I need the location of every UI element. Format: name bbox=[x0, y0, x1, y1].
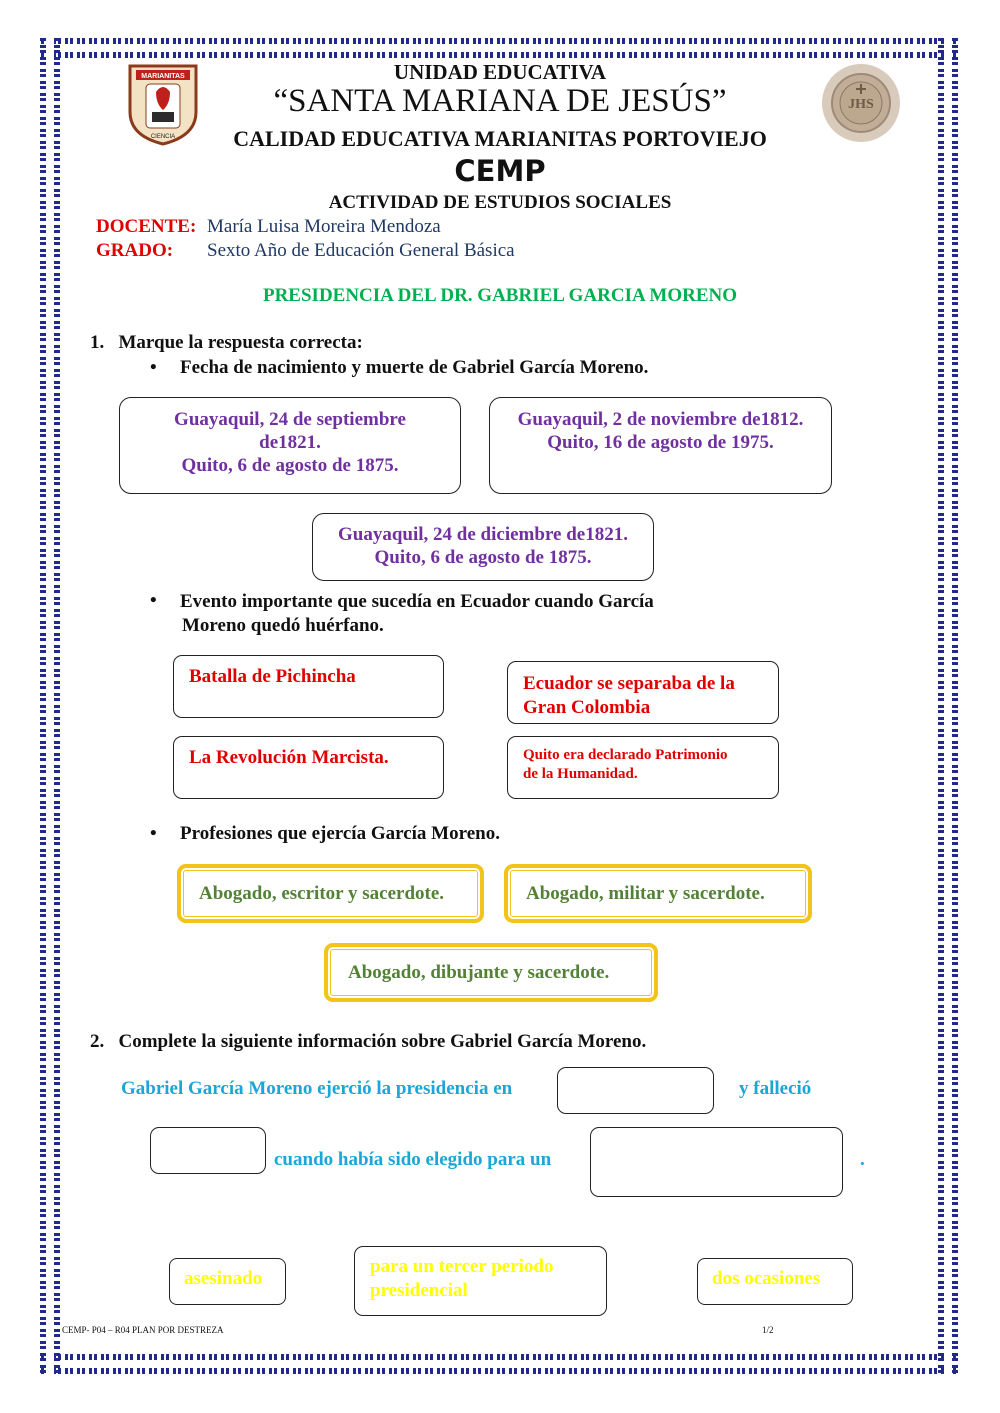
border-left bbox=[40, 38, 60, 1374]
page-number: 1/2 bbox=[762, 1325, 774, 1335]
school-name: “SANTA MARIANA DE JESÚS” bbox=[273, 83, 727, 119]
docente-label: DOCENTE: bbox=[96, 216, 197, 237]
fill-text-3: cuando había sido elegido para un bbox=[274, 1149, 552, 1170]
fill-text-4: . bbox=[860, 1149, 865, 1170]
activity-title: ACTIVIDAD DE ESTUDIOS SOCIALES bbox=[328, 192, 672, 213]
grado-label: GRADO: bbox=[96, 240, 174, 261]
date-option-1-line3: Quito, 6 de agosto de 1875. bbox=[181, 455, 399, 476]
event-option-4[interactable] bbox=[507, 736, 779, 799]
border-right bbox=[938, 38, 958, 1374]
answer-chip-1-text: asesinado bbox=[184, 1268, 263, 1289]
school-subtitle: CALIDAD EDUCATIVA MARIANITAS PORTOVIEJO bbox=[233, 126, 767, 151]
answer-chip-2-line1: para un tercer periodo bbox=[370, 1256, 554, 1277]
school-type: UNIDAD EDUCATIVA bbox=[393, 60, 607, 84]
event-option-2-line1: Ecuador se separaba de la bbox=[523, 673, 735, 694]
fill-text-1: Gabriel García Moreno ejerció la presidencia en bbox=[121, 1078, 513, 1099]
bullet-2-line2: Moreno quedó huérfano. bbox=[182, 615, 384, 636]
profession-option-2-text: Abogado, militar y sacerdote. bbox=[526, 883, 765, 904]
date-option-3-line2: Quito, 6 de agosto de 1875. bbox=[374, 547, 592, 568]
grado-value: Sexto Año de Educación General Básica bbox=[207, 240, 515, 261]
answer-chip-dos-ocasiones[interactable] bbox=[697, 1258, 853, 1305]
question-2-title: 2. Complete la siguiente información sobre Gabriel García Moreno. bbox=[90, 1031, 647, 1052]
date-option-2[interactable] bbox=[489, 397, 832, 494]
event-option-3[interactable] bbox=[173, 736, 444, 799]
jhs-seal-logo bbox=[820, 62, 902, 144]
profession-option-1-text: Abogado, escritor y sacerdote. bbox=[199, 883, 445, 904]
answer-chip-2-line2: presidencial bbox=[370, 1280, 468, 1301]
profession-option-3[interactable] bbox=[324, 943, 658, 1002]
bullet-2-line1: Evento importante que sucedía en Ecuador cuando García bbox=[180, 591, 654, 612]
event-option-1-text: Batalla de Pichincha bbox=[189, 666, 356, 687]
date-option-3[interactable] bbox=[312, 513, 654, 581]
footer-code: CEMP- P04 – R04 PLAN POR DESTREZA bbox=[62, 1325, 224, 1335]
date-option-1[interactable] bbox=[119, 397, 461, 494]
date-option-1-line2: de1821. bbox=[259, 432, 321, 453]
seal-text: JHS bbox=[848, 97, 874, 112]
logo-banner-text: MARIANITAS bbox=[141, 73, 185, 80]
bullet-1-text: Fecha de nacimiento y muerte de Gabriel García Moreno. bbox=[180, 357, 649, 378]
bullet-2-text bbox=[180, 590, 654, 638]
logo-bottom-text: CIENCIA bbox=[150, 134, 176, 140]
profession-option-1[interactable] bbox=[177, 864, 484, 923]
date-option-3-line1: Guayaquil, 24 de diciembre de1821. bbox=[338, 524, 628, 545]
border-top bbox=[40, 38, 958, 58]
event-option-3-text: La Revolución Marcista. bbox=[189, 747, 389, 768]
bullet-1-dot: • bbox=[150, 357, 157, 378]
drop-zone-1[interactable] bbox=[557, 1067, 714, 1114]
topic-title: PRESIDENCIA DEL DR. GABRIEL GARCIA MORENO bbox=[262, 285, 738, 306]
fill-text-2: y falleció bbox=[739, 1078, 812, 1099]
drop-zone-2[interactable] bbox=[150, 1127, 266, 1174]
date-option-2-line2: Quito, 16 de agosto de 1975. bbox=[547, 432, 774, 453]
answer-chip-3-text: dos ocasiones bbox=[712, 1268, 821, 1289]
event-option-4-line1: Quito era declarado Patrimonio bbox=[523, 747, 728, 763]
docente-value: María Luisa Moreira Mendoza bbox=[207, 216, 441, 237]
question-1-title: 1. Marque la respuesta correcta: bbox=[90, 332, 363, 353]
bullet-3-dot: • bbox=[150, 823, 157, 844]
profession-option-2[interactable] bbox=[504, 864, 812, 923]
profession-option-3-text: Abogado, dibujante y sacerdote. bbox=[348, 962, 610, 983]
bullet-3-text: Profesiones que ejercía García Moreno. bbox=[180, 823, 500, 844]
border-bottom bbox=[40, 1354, 958, 1374]
event-option-1[interactable] bbox=[173, 655, 444, 718]
drop-zone-3[interactable] bbox=[590, 1127, 843, 1197]
event-option-2[interactable] bbox=[507, 661, 779, 724]
event-option-2-line2: Gran Colombia bbox=[523, 697, 651, 718]
event-option-4-line2: de la Humanidad. bbox=[523, 766, 638, 782]
answer-chip-tercer-periodo[interactable] bbox=[354, 1246, 607, 1316]
answer-chip-asesinado[interactable] bbox=[169, 1258, 286, 1305]
bullet-2-dot: • bbox=[150, 590, 157, 611]
date-option-1-line1: Guayaquil, 24 de septiembre bbox=[174, 409, 406, 430]
school-acronym: CEMP bbox=[454, 154, 546, 188]
date-option-2-line1: Guayaquil, 2 de noviembre de1812. bbox=[517, 409, 804, 430]
